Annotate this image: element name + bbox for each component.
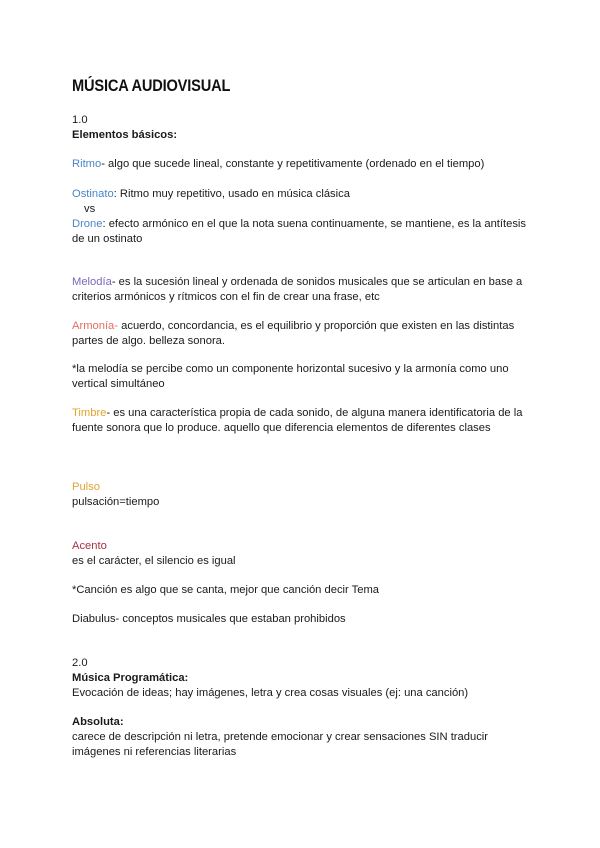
term-acento: Acento (72, 540, 107, 552)
definition-text: : efecto armónico en el que la nota suena continuamente, se mantiene, es la antítesis (102, 218, 527, 230)
definition-acento: es el carácter, el silencio es igual (72, 555, 236, 567)
definition-text: - es una característica propia de cada sonido, de alguna manera identificatoria de la (106, 407, 523, 419)
definition-ritmo (72, 157, 560, 172)
definition-timbre (72, 406, 560, 421)
section-number: 2.0 (72, 657, 88, 669)
term-melodia: Melodía (72, 276, 112, 288)
note-diabulus: Diabulus- conceptos musicales que estaban prohibidos (72, 613, 346, 625)
note-cancion: *Canción es algo que se canta, mejor que canción decir Tema (72, 584, 380, 596)
note-melodia-cont: vertical simultáneo (72, 378, 165, 390)
definition-melodia (72, 275, 560, 290)
definition-text-cont: partes de algo. belleza sonora. (72, 335, 225, 347)
definition-text: : Ritmo muy repetitivo, usado en música clásica (113, 188, 350, 200)
term-ritmo: Ritmo (72, 158, 102, 170)
section-heading: Elementos básicos: (72, 129, 178, 141)
definition-text-cont: imágenes ni referencias literarias (72, 746, 237, 758)
vs-label: vs (84, 203, 96, 215)
definition-pulso: pulsación=tiempo (72, 496, 160, 508)
section-number: 1.0 (72, 114, 88, 126)
term-armonia: Armonía- (72, 320, 119, 332)
note-melodia: *la melodía se percibe como un componente horizontal sucesivo y la armonía como uno (72, 363, 509, 375)
definition-text-cont: de un ostinato (72, 233, 143, 245)
definition-text: - es la sucesión lineal y ordenada de sonidos musicales que se articulan en base a (111, 276, 523, 288)
definition-programatica: Evocación de ideas; hay imágenes, letra y crea cosas visuales (ej: una canción) (72, 687, 469, 699)
document-title: MÚSICA AUDIOVISUAL (72, 76, 231, 95)
definition-text: acuerdo, concordancia, es el equilibrio y proporción que existen en las distintas (118, 320, 515, 332)
definition-armonia (72, 319, 560, 334)
term-drone: Drone (72, 218, 103, 230)
term-timbre: Timbre (72, 407, 107, 419)
definition-text: - algo que sucede lineal, constante y repetitivamente (ordenado en el tiempo) (101, 158, 485, 170)
term-absoluta: Absoluta: (72, 716, 124, 728)
term-pulso: Pulso (72, 481, 100, 493)
section-heading: Música Programática: (72, 672, 189, 684)
definition-absoluta: carece de descripción ni letra, pretende emocionar y crear sensaciones SIN traducir (72, 731, 489, 743)
definition-text-cont: criterios armónicos y rítmicos con el fin de crear una frase, etc (72, 291, 380, 303)
definition-drone (72, 217, 560, 232)
definition-ostinato (72, 187, 560, 202)
definition-text-cont: fuente sonora que lo produce. aquello que diferencia elementos de diferentes clases (72, 422, 491, 434)
term-ostinato: Ostinato (72, 188, 114, 200)
